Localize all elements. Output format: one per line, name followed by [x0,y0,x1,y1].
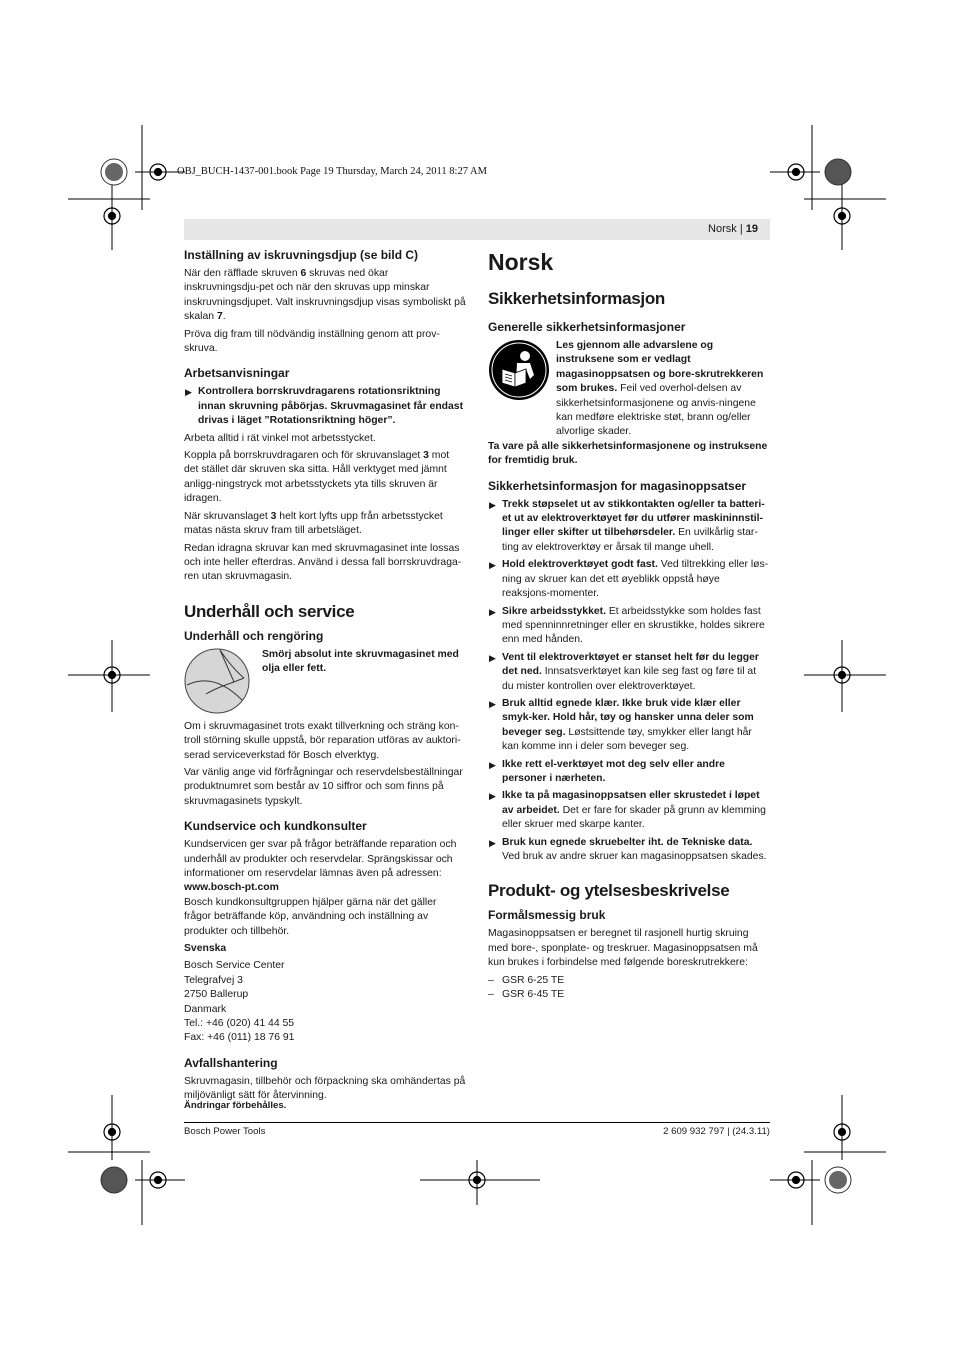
address-phone: Tel.: +46 (020) 41 44 55 [184,1018,295,1030]
page-title: Norsk [488,249,554,275]
paragraph-work-2: Koppla på borrskruvdragaren och för skruvanslaget 3 mot det stället där skruven ska sitta. Håll verktyget med jämnt anligg-ningstryck mot arbetsstyckets yta tills skruven är idragen. [184,450,450,505]
no-oil-notice [184,648,466,720]
left-column [184,248,466,1107]
right-column [488,248,770,1002]
address-line: Telegrafvej 3 [184,974,243,986]
bullet-arrow-icon: ▶ [489,560,496,571]
bullet-work: ▶ Kontrollera borrskruvdragarens rotationsriktning innan skruvning påbörjas. Skruvmagasinet får endast drivas i läget ”Rotationsriktning höger”. [185,386,464,427]
bullet-arrow-icon: ▶ [489,791,496,802]
paragraph-depth-1: När den räfflade skruven 6 skruvas ned ökar inskruvningsdju-pet och när den skruvas upp minskar inskruvningsdjupet. Valt inskruvningsdjup visas symboliskt på skalan 7. [184,268,466,323]
safety-bullet: ▶ Hold elektroverktøyet godt fast. Ved tiltrekking eller løs-ning av skruer kan det ett øyeblikk oppstå høye reaksjons-momenter. [489,559,769,600]
model-item: – GSR 6-25 TE [488,974,565,986]
bullet-arrow-icon: ▶ [489,759,496,770]
paragraph-depth-2: Pröva dig fram till nödvändig inställning genom att prov-skruva. [184,328,440,355]
read-manual-notice [488,339,770,440]
bullet-arrow-icon: ▶ [185,387,192,398]
heading-magazine-safety: Sikkerhetsinformasjon for magasinoppsatser [488,478,747,493]
model-item: – GSR 6-45 TE [488,989,565,1001]
bullet-arrow-icon: ▶ [489,837,496,848]
address-fax: Fax: +46 (011) 18 76 91 [184,1032,295,1044]
bullet-arrow-icon: ▶ [489,652,496,663]
footer-rule [184,1122,770,1123]
safety-bullet: ▶ Ikke rett el-verktøyet mot deg selv eller andre personer i nærheten. [489,758,725,784]
paragraph-service-2: Bosch kundkonsultgruppen hjälper gärna när det gäller frågor beträffande köp, användning och inställning av produkter och tillbehör. [184,896,437,937]
heading-safety: Sikkerhetsinformasjon [488,289,665,308]
heading-purpose: Formålsmessig bruk [488,908,606,923]
header-separator: | [739,223,743,235]
service-address [184,959,466,1045]
service-url-link[interactable]: www.bosch-pt.com [184,882,279,894]
safety-bullet: ▶ Vent til elektroverktøyet er stanset helt før du legger det ned. Innsatsverktøyet kan kile seg fast og føre til at du mister kontrollen over elektroverktøyet. [489,651,759,692]
changes-reserved: Ändringar förbehålles. [184,1100,287,1111]
header-section: Norsk [708,223,737,235]
heading-maintenance: Underhåll och service [184,601,355,621]
bullet-arrow-icon: ▶ [489,698,496,709]
page-header [708,223,758,235]
print-slug: OBJ_BUCH-1437-001.book Page 19 Thursday, March 24, 2011 8:27 AM [177,166,487,177]
country-label: Svenska [184,943,227,954]
read-manual-text: Les gjennom alle advarslene og instruksene som er vedlagt magasinoppsatsen og bore-skrutrekkeren som brukes. Feil ved overhol-delsen av sikkerhetsinformasjonene og anvis-ningene kan medføre elektriske støt, brann og/eller alvorlige skader. [556,340,764,438]
address-line: Bosch Service Center [184,960,285,972]
heading-depth: Inställning av iskruvningsdjup (se bild C) [184,248,419,262]
no-oil-text: Smörj absolut inte skruvmagasinet med olja eller fett. [262,648,459,675]
page-header-bar [184,219,770,240]
paragraph-work-3: När skruvanslaget 3 helt kort lyfts upp från arbetsstycket matas nästa skruv fram till arbetsläget. [184,510,443,537]
heading-work: Arbetsanvisningar [184,366,290,381]
footer-company: Bosch Power Tools [184,1126,266,1137]
paragraph-clean-2: Var vänlig ange vid förfrågningar och reservdelsbeställningar produktnumret som består av 10 siffror och som finns på skruvmagasinets typskylt. [184,766,463,807]
read-manual-icon [488,339,550,401]
paragraph-work-1: Arbeta alltid i rät vinkel mot arbetsstycket. [184,432,376,444]
bullet-arrow-icon: ▶ [489,499,496,510]
heading-general-safety: Generelle sikkerhetsinformasjoner [488,320,686,334]
footer-code: 2 609 932 797 | (24.3.11) [663,1126,770,1137]
safety-bullet: ▶ Bruk alltid egnede klær. Ikke bruk vide klær eller smyk-ker. Hold hår, tøy og hansker unna deler som beveger seg. Løstsittende tøy, smykker eller langt hår kan komme inn i deler som beveger seg. [489,697,754,753]
bullet-arrow-icon: ▶ [489,606,496,617]
paragraph-work-4: Redan idragna skruvar kan med skruvmagasinet inte lossas och inte heller efterdras. Använd i dessa fall borrskruvdraga-ren utan skruvmagasin. [184,542,462,583]
paragraph-service-1: Kundservicen ger svar på frågor beträffande reparation och underhåll av produkter och reservdelar. Sprängskissar och informationer om reservdelar lämnas även på adressen: [184,839,457,879]
paragraph-purpose: Magasinoppsatsen er beregnet til rasjonell hurtig skruing med bore-, sponplate- og treskruer. Magasinoppsatsen må kun brukes i forbindelse med følgende boreskrutrekkere: [488,928,758,969]
address-line: Danmark [184,1003,227,1015]
no-oil-icon [184,648,252,716]
safety-bullet: ▶ Ikke ta på magasinoppsatsen eller skrustedet i løpet av arbeidet. Det er fare for skader på grunn av klemming eller skruer med skarpe kanter. [489,790,766,831]
paragraph-waste: Skruvmagasin, tillbehör och förpackning ska omhändertas på miljövänligt sätt för återvinning. [184,1075,466,1102]
heading-product: Produkt- og ytelsesbeskrivelse [488,881,730,901]
paragraph-clean-1: Om i skruvmagasinet trots exakt tillverkning och sträng kon-troll störning skulle uppstå, bör reparation utföras av auktori-serad serviceverkstad för Bosch elverktyg. [184,720,461,761]
heading-waste: Avfallshantering [184,1055,278,1070]
address-line: 2750 Ballerup [184,989,249,1001]
heading-cleaning: Underhåll och rengöring [184,628,324,643]
heading-service: Kundservice och kundkonsulter [184,819,367,834]
safety-bullet: ▶ Sikre arbeidsstykket. Et arbeidsstykke som holdes fast med spenninnretninger eller en skrustikke, holdes sikrere enn med hånden. [489,605,765,646]
keep-instructions-note: Ta vare på alle sikkerhetsinformasjonene og instruksene for fremtidig bruk. [488,440,768,467]
page-number: 19 [745,223,758,235]
safety-bullet: ▶ Bruk kun egnede skruebelter iht. de Tekniske data. Ved bruk av andre skruer kan magasinoppsatsen skades. [489,836,767,862]
safety-bullet: ▶ Trekk støpselet ut av stikkontakten og/eller ta batteri-et ut av elektroverktøyet før du utfører maskininnstil-linger eller skifter ut tilbehørsdeler. En uvilkårlig star-ting av elektroverktøy er årsak til mange uhell. [489,498,765,553]
